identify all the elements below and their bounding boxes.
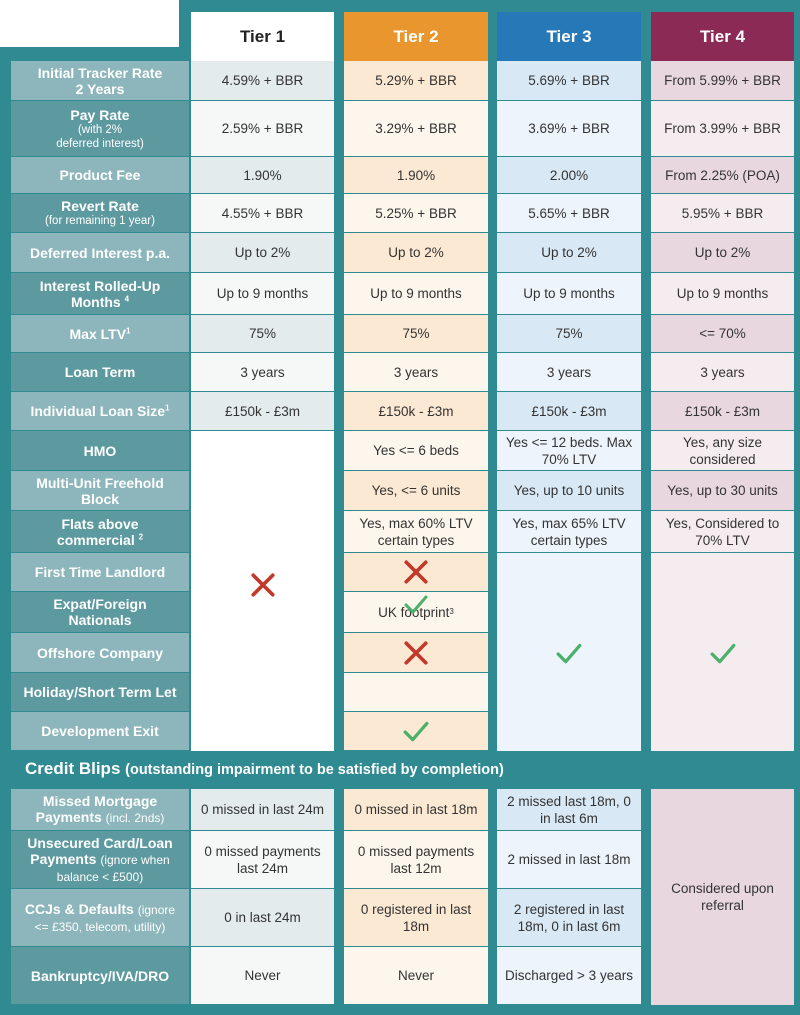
tier-4-cell (651, 101, 794, 156)
cell-value: 4.55% + BBR (221, 205, 304, 221)
credit-tier-2-cell (344, 789, 488, 830)
row-label-text-2: Block (80, 490, 120, 507)
row-label-second (71, 294, 129, 310)
tier-header-4 (651, 12, 794, 61)
credit-cell-value: 0 registered in last 18m (360, 901, 472, 934)
cell-value: 3.69% + BBR (528, 121, 610, 136)
row-label-main (41, 723, 158, 739)
row-label-second (76, 81, 125, 97)
tier-4-cell (651, 471, 794, 510)
row-label (11, 392, 189, 430)
cell-value: Up to 2% (234, 245, 291, 260)
tier-1-cell (191, 61, 334, 100)
row-label (11, 353, 189, 391)
cell-value: Up to 2% (541, 245, 597, 260)
cell-value: 75% (555, 326, 583, 341)
tier-3-cell (497, 233, 641, 272)
tier-1-cell (191, 157, 334, 193)
tier-4-cell (651, 157, 794, 193)
tier-3-cell (497, 157, 641, 193)
row-label-main (30, 403, 169, 419)
tier-3-cell (497, 511, 641, 552)
tier-4-cell (651, 511, 794, 552)
cell-value: Yes, any size considered (682, 434, 763, 467)
row-label (11, 471, 189, 510)
tier-title: Tier 1 (239, 26, 286, 46)
row-label-main (84, 443, 117, 459)
tier-3-cell (497, 194, 641, 232)
cell-value: Up to 2% (694, 245, 751, 260)
row-label-text: Individual Loan Size (30, 403, 166, 419)
tier-3-cell (497, 353, 641, 391)
row-label-sub-text: (for remaining 1 year) (45, 215, 155, 227)
cell-value: Yes, max 60% LTV certain types (359, 515, 473, 548)
credit-tier-4-text: Considered upon referral (671, 881, 774, 913)
check-icon (651, 633, 794, 672)
credit-cell-value: Discharged > 3 years (505, 968, 633, 983)
cell-value: 3 years (700, 364, 745, 380)
cell-value: Up to 9 months (216, 286, 309, 301)
tier-1-cell (191, 353, 334, 391)
cross-icon (344, 633, 488, 672)
footnote-marker: 4 (124, 293, 130, 303)
cell-value: 2.00% (549, 167, 589, 183)
cell-value: £150k - £3m (378, 403, 454, 419)
row-label-second (68, 612, 131, 628)
tier-title: Tier 4 (699, 26, 746, 46)
tier-header-2 (344, 12, 488, 61)
tier-4-cell (651, 392, 794, 430)
row-label-main (70, 107, 129, 123)
row-label-text: Pay Rate (70, 106, 130, 123)
credit-label-text: Bankruptcy/IVA/DRO (30, 967, 170, 984)
tier-4-cell (651, 194, 794, 232)
row-label-text: Loan Term (64, 364, 136, 380)
credit-tier-2-cell (344, 947, 488, 1004)
cell-value: 4.59% + BBR (221, 73, 304, 88)
row-label-text-2: 2 Years (75, 80, 125, 97)
credit-tier-2-cell (344, 831, 488, 888)
credit-label-note: (ignore <= £350, telecom, utility) (34, 902, 176, 934)
cell-value: 5.69% + BBR (528, 73, 610, 88)
row-label-text: Product Fee (59, 167, 141, 183)
credit-tier-3-cell (497, 889, 641, 946)
cell-value: From 3.99% + BBR (664, 121, 781, 136)
cell-value: 5.95% + BBR (681, 205, 764, 221)
credit-label-second (17, 851, 183, 885)
cross-icon (344, 553, 488, 591)
cell-value: Yes, Considered to 70% LTV (665, 515, 780, 548)
credit-label-text-2: Payments (35, 809, 102, 825)
credit-label-main (31, 968, 169, 984)
credit-label-text-2: Payments (30, 850, 97, 867)
tier-2-cell (344, 101, 488, 156)
cross-icon (191, 565, 334, 605)
row-label-main (53, 596, 146, 612)
cell-value: Yes, <= 6 units (371, 483, 461, 498)
credit-tier-4-merged (651, 789, 794, 1005)
cell-value: 3 years (240, 364, 285, 380)
credit-blips-heading (25, 756, 785, 782)
credit-tier-1-cell (191, 947, 334, 1004)
credit-cell-value: 0 missed payments last 24m (204, 843, 321, 876)
tier-2-cell (344, 315, 488, 352)
tier-4-cell (651, 233, 794, 272)
tier-1-cell (191, 233, 334, 272)
row-label (11, 431, 189, 470)
row-label-second (81, 491, 119, 507)
tier-3-cell (497, 471, 641, 510)
credit-tier-1-cell (191, 831, 334, 888)
cell-value: 1.90% (243, 167, 282, 183)
credit-blips-note: (outstanding impairment to be satisfied by completion) (125, 762, 504, 778)
cell-value: Up to 9 months (523, 286, 615, 301)
credit-cell-value: 0 missed payments last 12m (357, 843, 475, 876)
check-icon (344, 592, 488, 616)
tier-title: Tier 2 (393, 26, 439, 46)
cell-value: 1.90% (396, 167, 436, 183)
row-label-text: Flats above (61, 515, 139, 532)
row-label-sub (78, 123, 122, 137)
tier-2-cell (344, 233, 488, 272)
row-label-sub-text: (with 2% (77, 123, 123, 136)
row-label-sub-text: deferred interest) (56, 137, 144, 150)
tier-3-cell (497, 101, 641, 156)
cell-value: Yes, max 65% LTV certain types (512, 515, 626, 548)
row-label-main (61, 198, 139, 214)
row-label-main (40, 278, 161, 294)
credit-label (11, 789, 189, 830)
tier-title: Tier 3 (546, 26, 592, 46)
row-label-text: Expat/Foreign (53, 596, 147, 612)
tier-header-1 (191, 12, 334, 61)
tier-1-cell (191, 194, 334, 232)
tier-4-cell (651, 61, 794, 100)
row-label-main (38, 65, 163, 81)
row-label-text-2: commercial (56, 531, 135, 548)
tier-3-cell (497, 273, 641, 314)
row-label-text: Deferred Interest p.a. (29, 244, 171, 261)
row-label (11, 315, 189, 352)
footnote-marker: 1 (165, 403, 170, 413)
row-label-text: Max LTV (69, 325, 127, 342)
tier-2-cell (344, 273, 488, 314)
cell-value: £150k - £3m (684, 403, 761, 419)
cell-value: Up to 9 months (370, 286, 462, 301)
row-label-main (60, 167, 141, 183)
row-label-main (65, 364, 136, 380)
credit-cell-value: 2 missed in last 18m (507, 852, 631, 867)
credit-cell-value: 2 registered in last 18m, 0 in last 6m (513, 901, 625, 934)
credit-tier-3-cell (497, 831, 641, 888)
row-label-sub (56, 137, 144, 151)
row-label (11, 233, 189, 272)
footnote-marker: 1 (126, 325, 131, 335)
credit-tier-3-cell (497, 789, 641, 830)
tier-1-cell (191, 101, 334, 156)
tier-3-cell (497, 61, 641, 100)
tier-4-cell (651, 315, 794, 352)
cell-value: 5.29% + BBR (375, 73, 457, 88)
row-label-main (70, 326, 131, 342)
cell-value: 75% (248, 326, 277, 341)
credit-label-main (17, 901, 183, 935)
cell-value: 3 years (393, 364, 439, 380)
row-label (11, 511, 189, 552)
cell-value: 2.59% + BBR (221, 121, 304, 136)
cell-value: <= 70% (699, 326, 746, 341)
row-label (11, 194, 189, 232)
credit-cell-value: Never (244, 968, 281, 983)
tier-3-cell (497, 431, 641, 470)
cell-value: Yes, up to 30 units (667, 483, 778, 498)
row-label-text: Revert Rate (61, 198, 139, 214)
credit-cell-value: 0 missed in last 18m (354, 802, 478, 817)
header-corner (0, 0, 179, 47)
row-label-text-2: Nationals (68, 612, 132, 628)
cell-value: From 5.99% + BBR (664, 73, 781, 88)
tier-1-cell (191, 315, 334, 352)
credit-cell-value: 2 missed last 18m, 0 in last 6m (507, 793, 631, 826)
row-label-main (30, 245, 170, 261)
row-label-text: HMO (83, 442, 117, 459)
credit-tier-3-cell (497, 947, 641, 1004)
credit-tier-2-cell (344, 889, 488, 946)
credit-label-second (36, 809, 165, 826)
credit-label-note: (ignore when balance < £500) (56, 852, 170, 884)
credit-cell-value: 0 missed in last 24m (200, 802, 325, 817)
row-label-text: Initial Tracker Rate (37, 64, 163, 81)
cell-value: 5.25% + BBR (375, 205, 457, 221)
check-icon (344, 712, 488, 750)
footnote-marker: 2 (138, 531, 144, 541)
row-label-second (57, 532, 143, 548)
credit-label (11, 889, 189, 946)
row-label (11, 553, 189, 591)
cell-value: Up to 2% (388, 245, 444, 260)
row-label-text-2: Months (70, 293, 121, 310)
credit-cell-value: 0 in last 24m (224, 910, 301, 925)
row-label (11, 61, 189, 100)
credit-label (11, 831, 189, 888)
cell-value: Yes <= 6 beds (373, 443, 459, 458)
tier-4-cell (651, 353, 794, 391)
row-label (11, 101, 189, 156)
row-label-main (35, 564, 165, 580)
tier-2-cell (344, 511, 488, 552)
cell-value: 3 years (546, 364, 592, 380)
credit-label (11, 947, 189, 1004)
tier-2-cell (344, 353, 488, 391)
cell-value: 3.29% + BBR (375, 121, 457, 136)
tier-2-cell (344, 673, 488, 711)
row-label-text: First Time Landlord (34, 564, 166, 580)
credit-cell-value: Never (397, 968, 434, 983)
tier-2-cell (344, 61, 488, 100)
cell-value: Yes, up to 10 units (513, 483, 625, 498)
cell-value: Up to 9 months (676, 286, 769, 301)
row-label (11, 633, 189, 672)
credit-tier-1-cell (191, 789, 334, 830)
row-label (11, 273, 189, 314)
tier-2-cell (344, 194, 488, 232)
tier-2-cell (344, 431, 488, 470)
tier-2-cell (344, 157, 488, 193)
row-label-text: Offshore Company (36, 644, 163, 661)
cell-value: Yes <= 12 beds. Max 70% LTV (505, 434, 633, 467)
credit-tier-1-cell (191, 889, 334, 946)
row-label (11, 592, 189, 632)
credit-label-main (27, 835, 172, 851)
row-label (11, 157, 189, 193)
row-label-main (24, 684, 177, 700)
tier-1-cell (191, 392, 334, 430)
tier-3-cell (497, 392, 641, 430)
cell-value: £150k - £3m (531, 403, 607, 419)
row-label-main (37, 645, 163, 661)
tier-1-cell (191, 273, 334, 314)
check-icon (497, 633, 641, 672)
credit-label-text: Missed Mortgage (42, 793, 158, 809)
credit-label-text: Unsecured Card/Loan (27, 834, 173, 851)
cell-value: £150k - £3m (224, 403, 301, 419)
row-label-main (36, 475, 164, 491)
credit-label-note: (incl. 2nds) (105, 811, 165, 825)
cell-value: 75% (402, 326, 430, 341)
credit-blips-title: Credit Blips (25, 759, 121, 778)
row-label (11, 673, 189, 711)
row-label-sub (45, 214, 155, 228)
cell-value: UK footprint (378, 604, 450, 620)
row-label-text: Development Exit (41, 723, 159, 739)
credit-label-text: CCJs & Defaults (24, 900, 134, 917)
tier-2-cell: UK footprint 3 (344, 592, 488, 632)
tier-3-cell (497, 315, 641, 352)
row-label-text: Interest Rolled-Up (39, 277, 161, 294)
tier-4-cell (651, 431, 794, 470)
cell-value: From 2.25% (POA) (665, 167, 780, 183)
row-label-text: Holiday/Short Term Let (23, 684, 177, 700)
tier-4-cell (651, 273, 794, 314)
tier-header-3 (497, 12, 641, 61)
row-label-text: Multi-Unit Freehold (36, 474, 164, 491)
row-label-main (61, 516, 138, 532)
tier-2-cell (344, 392, 488, 430)
credit-label-main (43, 793, 157, 809)
tier-2-cell (344, 471, 488, 510)
cell-value: 5.65% + BBR (528, 205, 610, 221)
row-label (11, 712, 189, 750)
